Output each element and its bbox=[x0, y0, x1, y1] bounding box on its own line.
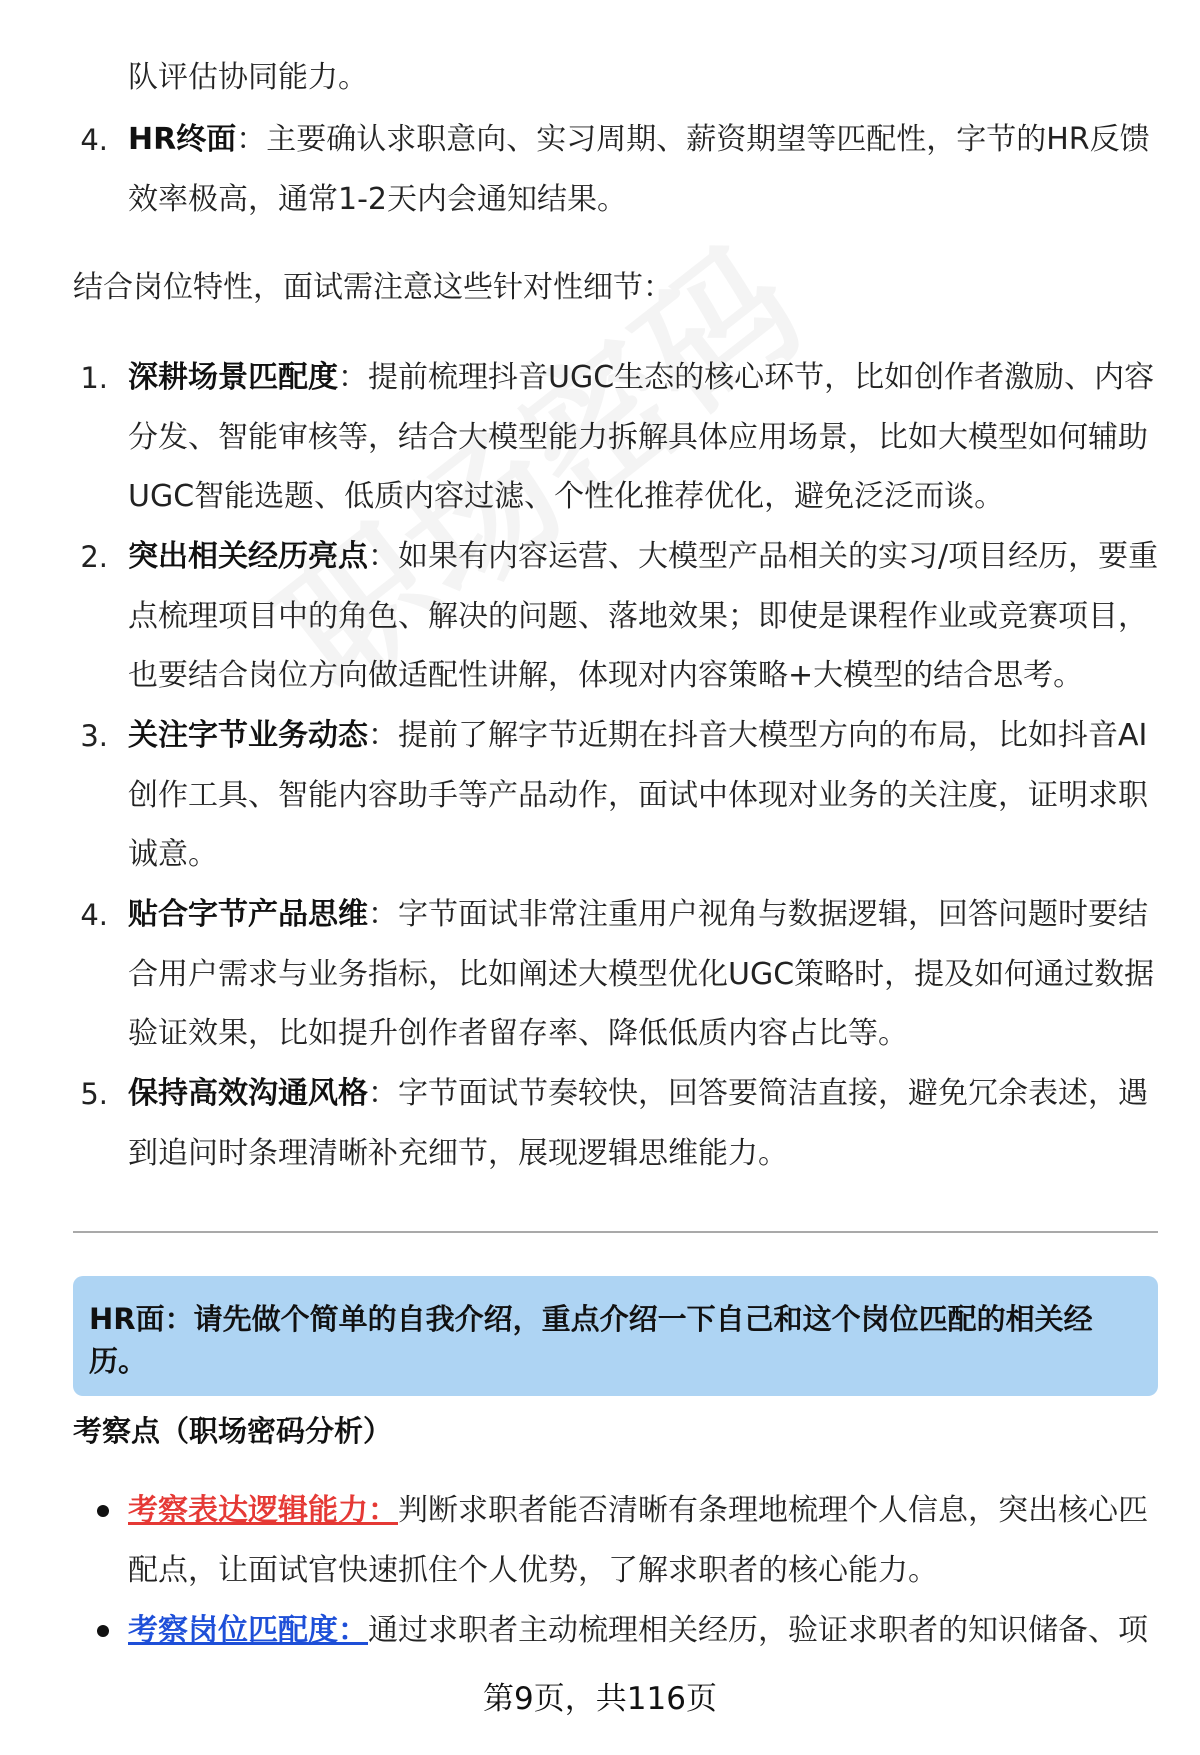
list-number: 2. bbox=[80, 540, 108, 574]
item-text: ：主要确认求职意向、实习周期、薪资期望等匹配性，字节的HR反馈 bbox=[236, 122, 1150, 157]
assessment-heading: 考察点（职场密码分析） bbox=[73, 1414, 393, 1448]
list-item-tip bbox=[128, 1074, 1148, 1114]
item-text: ：提前梳理抖音UGC生态的核心环节，比如创作者激励、内容 bbox=[338, 360, 1155, 395]
item-text-line: 到追问时条理清晰补充细节，展现逻辑思维能力。 bbox=[128, 1136, 788, 1171]
item-text-line: 点梳理项目中的角色、解决的问题、落地效果；即使是课程作业或竞赛项目， bbox=[128, 599, 1148, 634]
assessment-label-blue: 考察岗位匹配度： bbox=[128, 1613, 368, 1648]
list-item-tip bbox=[128, 716, 1147, 756]
item-text-line: 验证效果，比如提升创作者留存率、降低低质内容占比等。 bbox=[128, 1016, 908, 1051]
item-text-line: 合用户需求与业务指标，比如阐述大模型优化UGC策略时，提及如何通过数据 bbox=[128, 957, 1155, 992]
list-number: 4. bbox=[80, 123, 108, 157]
item-text: ：字节面试非常注重用户视角与数据逻辑，回答问题时要结 bbox=[368, 897, 1148, 932]
assessment-item bbox=[128, 1491, 1148, 1531]
item-text-line: 配点，让面试官快速抓住个人优势，了解求职者的核心能力。 bbox=[128, 1553, 938, 1588]
list-item-tip bbox=[128, 537, 1158, 577]
list-item-hr-final bbox=[128, 120, 1150, 160]
assessment-item bbox=[128, 1611, 1148, 1651]
item-label: 关注字节业务动态 bbox=[128, 718, 368, 753]
item-text: 通过求职者主动梳理相关经历，验证求职者的知识储备、项 bbox=[368, 1613, 1148, 1648]
bullet-dot bbox=[97, 1625, 109, 1637]
item-text: ：如果有内容运营、大模型产品相关的实习/项目经历，要重 bbox=[368, 539, 1159, 574]
page-footer: 第9页，共116页 bbox=[483, 1681, 717, 1717]
item-text: ：提前了解字节近期在抖音大模型方向的布局，比如抖音AI bbox=[368, 718, 1148, 753]
list-number: 4. bbox=[80, 898, 108, 932]
bullet-dot bbox=[97, 1505, 109, 1517]
item-label: 保持高效沟通风格 bbox=[128, 1076, 368, 1111]
list-item-tip bbox=[128, 895, 1148, 935]
item-text-line: 分发、智能审核等，结合大模型能力拆解具体应用场景，比如大模型如何辅助 bbox=[128, 420, 1148, 455]
item-label: 贴合字节产品思维 bbox=[128, 897, 368, 932]
item-text-line: 诚意。 bbox=[128, 837, 218, 872]
list-item-tip bbox=[128, 358, 1154, 398]
item-text-line: 创作工具、智能内容助手等产品动作，面试中体现对业务的关注度，证明求职 bbox=[128, 778, 1148, 813]
item-text-line: UGC智能选题、低质内容过滤、个性化推荐优化，避免泛泛而谈。 bbox=[128, 479, 1005, 514]
list-number: 3. bbox=[80, 719, 108, 753]
section-divider bbox=[73, 1231, 1158, 1233]
question-box bbox=[73, 1276, 1158, 1396]
question-line: 历。 bbox=[89, 1344, 148, 1378]
item-label: HR终面 bbox=[128, 122, 237, 157]
item-text-line: 效率极高，通常1-2天内会通知结果。 bbox=[128, 182, 627, 217]
item-label: 突出相关经历亮点 bbox=[128, 539, 368, 574]
list-number: 5. bbox=[80, 1077, 108, 1111]
item-text-line: 也要结合岗位方向做适配性讲解，体现对内容策略+大模型的结合思考。 bbox=[128, 658, 1084, 693]
item-label: 深耕场景匹配度 bbox=[128, 360, 338, 395]
item-text: 判断求职者能否清晰有条理地梳理个人信息，突出核心匹 bbox=[398, 1493, 1148, 1528]
item-text: ：字节面试节奏较快，回答要简洁直接，避免冗余表述，遇 bbox=[368, 1076, 1148, 1111]
assessment-label-red: 考察表达逻辑能力： bbox=[128, 1493, 398, 1528]
intro-paragraph: 结合岗位特性，面试需注意这些针对性细节： bbox=[73, 270, 673, 305]
list-number: 1. bbox=[80, 361, 108, 395]
continuation-text: 队评估协同能力。 bbox=[128, 60, 368, 95]
question-line: HR面：请先做个简单的自我介绍，重点介绍一下自己和这个岗位匹配的相关经 bbox=[89, 1302, 1093, 1336]
